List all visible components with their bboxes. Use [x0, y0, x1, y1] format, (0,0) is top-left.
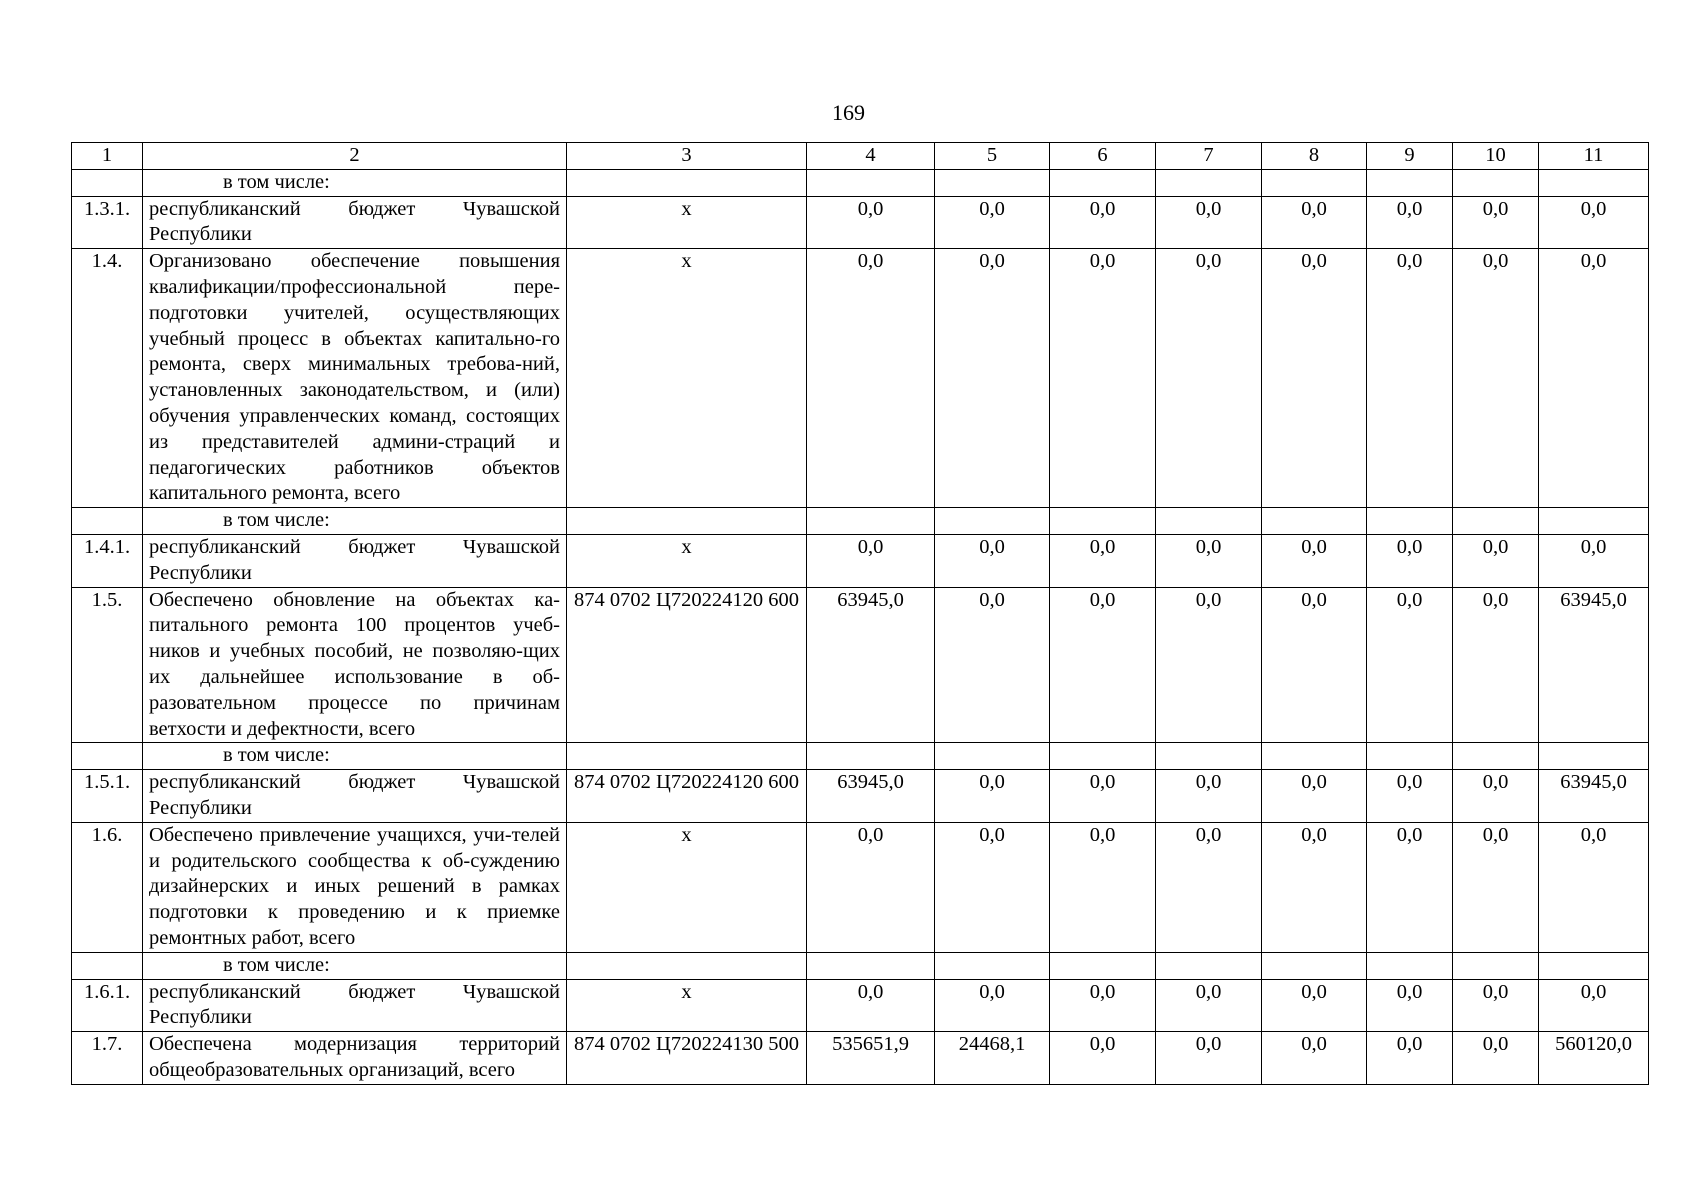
value-cell	[1262, 169, 1367, 196]
value-cell: 0,0	[935, 534, 1050, 587]
value-cell: 0,0	[807, 822, 935, 952]
value-cell: 0,0	[1539, 196, 1649, 249]
row-name: республиканский бюджет Чувашской Республики	[143, 534, 567, 587]
value-cell: 0,0	[1156, 587, 1262, 743]
row-number: 1.3.1.	[72, 196, 143, 249]
budget-code: х	[567, 979, 807, 1032]
value-cell	[1367, 508, 1453, 535]
value-cell	[1539, 743, 1649, 770]
budget-code: 874 0702 Ц720224120 600	[567, 770, 807, 823]
value-cell	[1156, 169, 1262, 196]
row-number: 1.6.1.	[72, 979, 143, 1032]
table-row	[72, 196, 1649, 249]
subhead-row	[72, 952, 1649, 979]
value-cell	[935, 169, 1050, 196]
value-cell	[1156, 952, 1262, 979]
column-number: 10	[1453, 143, 1539, 170]
value-cell	[1367, 743, 1453, 770]
value-cell: 535651,9	[807, 1032, 935, 1085]
column-number: 4	[807, 143, 935, 170]
page-number: 169	[832, 100, 865, 125]
value-cell	[935, 743, 1050, 770]
value-cell	[807, 169, 935, 196]
value-cell: 0,0	[1367, 534, 1453, 587]
row-number: 1.5.	[72, 587, 143, 743]
column-number: 2	[143, 143, 567, 170]
value-cell: 0,0	[935, 979, 1050, 1032]
row-number: 1.5.1.	[72, 770, 143, 823]
value-cell: 0,0	[1367, 1032, 1453, 1085]
column-number: 5	[935, 143, 1050, 170]
budget-code: х	[567, 249, 807, 508]
value-cell: 0,0	[1367, 587, 1453, 743]
table-row	[72, 534, 1649, 587]
value-cell: 0,0	[1262, 822, 1367, 952]
column-number: 8	[1262, 143, 1367, 170]
row-number: 1.6.	[72, 822, 143, 952]
value-cell: 0,0	[807, 979, 935, 1032]
value-cell: 0,0	[1453, 822, 1539, 952]
value-cell: 0,0	[1539, 822, 1649, 952]
value-cell	[1050, 743, 1156, 770]
value-cell: 0,0	[1262, 587, 1367, 743]
column-number: 7	[1156, 143, 1262, 170]
value-cell: 0,0	[1156, 1032, 1262, 1085]
subhead-row	[72, 508, 1649, 535]
subhead-text: в том числе:	[143, 952, 567, 979]
value-cell: 0,0	[935, 249, 1050, 508]
value-cell	[935, 952, 1050, 979]
table-row	[72, 1032, 1649, 1085]
value-cell: 0,0	[1262, 249, 1367, 508]
value-cell	[1453, 169, 1539, 196]
value-cell	[1156, 743, 1262, 770]
subhead-text: в том числе:	[143, 508, 567, 535]
table-row	[72, 979, 1649, 1032]
budget-code-cell	[567, 952, 807, 979]
value-cell: 0,0	[1539, 979, 1649, 1032]
table-row	[72, 770, 1649, 823]
row-name: Обеспечена модернизация территорий общеобразовательных организаций, всего	[143, 1032, 567, 1085]
column-number-row	[72, 143, 1649, 170]
value-cell	[1539, 952, 1649, 979]
value-cell: 0,0	[935, 587, 1050, 743]
value-cell: 0,0	[935, 770, 1050, 823]
value-cell	[1262, 952, 1367, 979]
value-cell: 0,0	[1367, 249, 1453, 508]
value-cell: 0,0	[1156, 822, 1262, 952]
value-cell: 0,0	[1367, 822, 1453, 952]
value-cell	[807, 743, 935, 770]
value-cell	[1367, 169, 1453, 196]
value-cell	[807, 508, 935, 535]
row-name: республиканский бюджет Чувашской Республики	[143, 770, 567, 823]
value-cell	[1539, 169, 1649, 196]
row-number: 1.7.	[72, 1032, 143, 1085]
value-cell	[1453, 508, 1539, 535]
value-cell: 0,0	[1050, 979, 1156, 1032]
value-cell: 0,0	[1262, 196, 1367, 249]
value-cell	[1262, 743, 1367, 770]
subhead-text: в том числе:	[143, 169, 567, 196]
value-cell: 0,0	[1050, 770, 1156, 823]
value-cell: 0,0	[1453, 1032, 1539, 1085]
value-cell: 0,0	[1050, 534, 1156, 587]
table-body	[72, 143, 1649, 1085]
budget-code-cell	[567, 508, 807, 535]
value-cell: 0,0	[935, 196, 1050, 249]
value-cell: 0,0	[1453, 979, 1539, 1032]
value-cell: 0,0	[1453, 534, 1539, 587]
value-cell	[807, 952, 935, 979]
value-cell: 0,0	[1262, 979, 1367, 1032]
budget-code: х	[567, 534, 807, 587]
value-cell	[935, 508, 1050, 535]
value-cell: 0,0	[1050, 249, 1156, 508]
row-number-cell	[72, 169, 143, 196]
value-cell: 0,0	[1262, 1032, 1367, 1085]
value-cell: 0,0	[1156, 770, 1262, 823]
budget-code-cell	[567, 169, 807, 196]
budget-table	[71, 142, 1649, 1085]
column-number: 6	[1050, 143, 1156, 170]
row-number-cell	[72, 952, 143, 979]
table-row	[72, 587, 1649, 743]
value-cell: 0,0	[1050, 822, 1156, 952]
value-cell: 0,0	[807, 534, 935, 587]
budget-code: 874 0702 Ц720224120 600	[567, 587, 807, 743]
budget-code: х	[567, 196, 807, 249]
value-cell	[1050, 508, 1156, 535]
value-cell: 0,0	[807, 249, 935, 508]
value-cell	[1050, 952, 1156, 979]
column-number: 1	[72, 143, 143, 170]
value-cell	[1367, 952, 1453, 979]
row-name: республиканский бюджет Чувашской Республики	[143, 979, 567, 1032]
value-cell: 0,0	[1367, 196, 1453, 249]
value-cell: 0,0	[1262, 534, 1367, 587]
value-cell: 0,0	[807, 196, 935, 249]
budget-code: х	[567, 822, 807, 952]
row-name: Обеспечено обновление на объектах ка-питального ремонта 100 процентов учеб-ников и учебных пособий, не позволяю-щих их дальнейшее использование в об-разовательном процессе по причинам ветхости и дефектности, всего	[143, 587, 567, 743]
subhead-text: в том числе:	[143, 743, 567, 770]
value-cell	[1156, 508, 1262, 535]
budget-code: 874 0702 Ц720224130 500	[567, 1032, 807, 1085]
value-cell: 0,0	[1453, 196, 1539, 249]
value-cell	[1050, 169, 1156, 196]
row-number-cell	[72, 508, 143, 535]
value-cell: 0,0	[1156, 979, 1262, 1032]
value-cell: 0,0	[1156, 249, 1262, 508]
value-cell	[1262, 508, 1367, 535]
value-cell: 0,0	[1367, 770, 1453, 823]
value-cell: 0,0	[1539, 534, 1649, 587]
value-cell: 0,0	[1539, 249, 1649, 508]
subhead-row	[72, 169, 1649, 196]
value-cell: 0,0	[1367, 979, 1453, 1032]
column-number: 11	[1539, 143, 1649, 170]
row-name: Организовано обеспечение повышения квалификации/профессиональной пере-подготовки учителей, осуществляющих учебный процесс в объектах капитально-го ремонта, сверх минимальных требова-ний, установленных законодательством, и (или) обучения управленческих команд, состоящих из представителей админи-страций и педагогических работников объектов капитального ремонта, всего	[143, 249, 567, 508]
budget-code-cell	[567, 743, 807, 770]
row-name: республиканский бюджет Чувашской Республики	[143, 196, 567, 249]
row-number: 1.4.1.	[72, 534, 143, 587]
table-row	[72, 249, 1649, 508]
column-number: 9	[1367, 143, 1453, 170]
value-cell: 0,0	[1050, 587, 1156, 743]
row-number: 1.4.	[72, 249, 143, 508]
value-cell: 63945,0	[1539, 587, 1649, 743]
value-cell	[1453, 952, 1539, 979]
value-cell: 0,0	[1050, 196, 1156, 249]
value-cell: 63945,0	[807, 770, 935, 823]
value-cell: 63945,0	[807, 587, 935, 743]
value-cell	[1539, 508, 1649, 535]
value-cell: 0,0	[1453, 770, 1539, 823]
row-name: Обеспечено привлечение учащихся, учи-телей и родительского сообщества к об-суждению дизайнерских и иных решений в рамках подготовки к проведению и к приемке ремонтных работ, всего	[143, 822, 567, 952]
table-row	[72, 822, 1649, 952]
value-cell: 0,0	[1156, 196, 1262, 249]
value-cell: 0,0	[935, 822, 1050, 952]
value-cell: 0,0	[1156, 534, 1262, 587]
row-number-cell	[72, 743, 143, 770]
subhead-row	[72, 743, 1649, 770]
value-cell	[1453, 743, 1539, 770]
value-cell: 0,0	[1453, 587, 1539, 743]
column-number: 3	[567, 143, 807, 170]
value-cell: 0,0	[1050, 1032, 1156, 1085]
value-cell: 24468,1	[935, 1032, 1050, 1085]
value-cell: 0,0	[1453, 249, 1539, 508]
value-cell: 63945,0	[1539, 770, 1649, 823]
value-cell: 0,0	[1262, 770, 1367, 823]
value-cell: 560120,0	[1539, 1032, 1649, 1085]
